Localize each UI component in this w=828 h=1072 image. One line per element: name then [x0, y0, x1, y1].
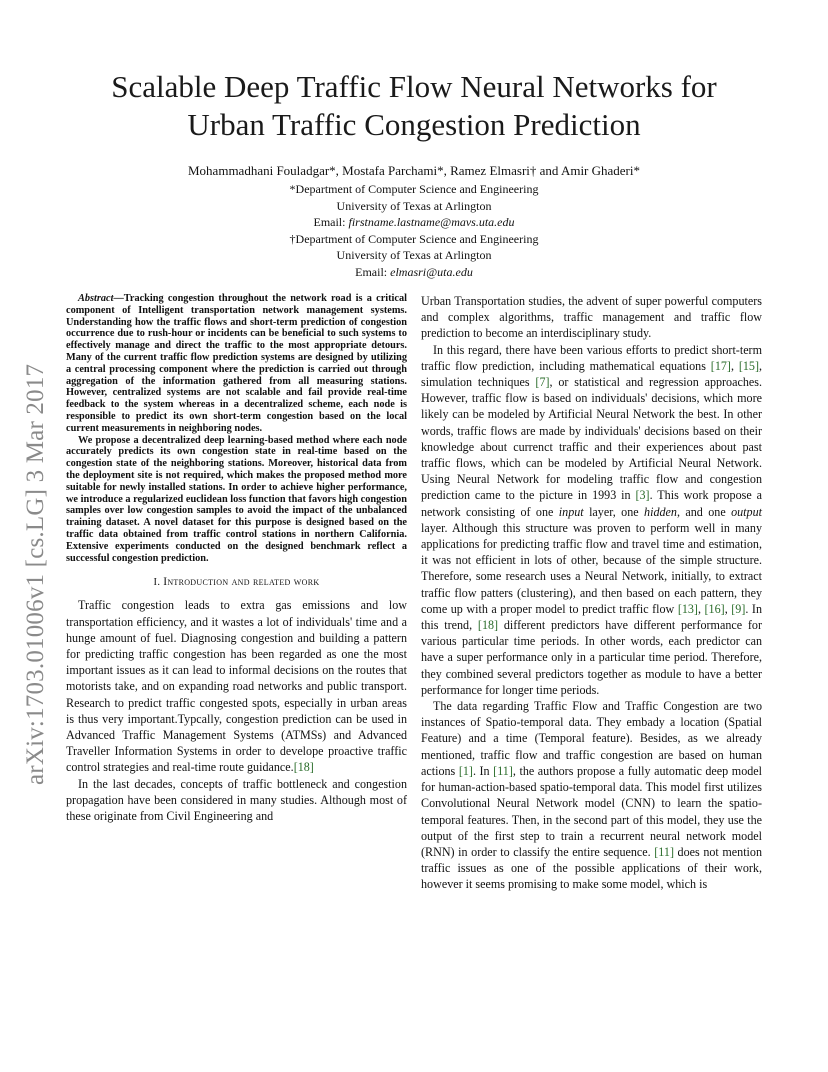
citation-link[interactable]: [7] — [535, 375, 550, 390]
citation-link[interactable]: [11] — [493, 763, 513, 778]
left-body-text — [66, 597, 407, 824]
citation-link[interactable]: [18] — [293, 760, 314, 775]
email-label: Email: — [355, 264, 391, 279]
affiliations — [60, 181, 768, 280]
title-line-2: Urban Traffic Congestion Prediction — [187, 107, 641, 142]
arxiv-identifier: arXiv:1703.01006v1 [cs.LG] 3 Mar 2017 — [22, 363, 49, 785]
body-paragraph: Traffic congestion leads to extra gas emissions and low transportation efficiency, and it wastes a lot of individuals' time and a hunge amount of fuel. Diagnosing congestion and building a pattern for predicting traffic congestion has been regarded as one the most important issues as it can lead to informal decisions on the routes that motorists take, and on expanding road networks and public transport. Research to predict traffic congested spots, especially in urban areas is thus very important.Typcally, congestion prediction can be used in Advanced Traffic Management Systems (ATMSs) and Advanced Traveller Information Systems in order to develope proactive traffic control strategies and real-time route guidance.[18] — [66, 598, 407, 775]
affiliation-email — [60, 264, 768, 281]
citation-link[interactable]: [13] — [677, 601, 698, 616]
citation-link[interactable]: [9] — [731, 601, 746, 616]
affiliation-line: University of Texas at Arlington — [336, 198, 492, 213]
affiliation-line: †Department of Computer Science and Engineering — [289, 231, 539, 246]
title-line-1: Scalable Deep Traffic Flow Neural Networks for — [111, 69, 717, 104]
citation-link[interactable]: [16] — [704, 601, 725, 616]
abstract-paragraph: We propose a decentralized deep learning-based method where each node accurately predicts its own congestion state in real-time based on the congestion state of the neighboring stations. Moreover, historical data from the deployment site is not required, which makes the proposed method more suitable for newly installed stations. In order to achieve higher performance, we introduce a regularized euclidean loss function that favors high congestion samples over low congestion samples to avoid the impact of the unbalanced training dataset. A novel dataset for this purpose is designed based on the traffic data obtained from traffic control stations in northern California. Extensive experiments conducted on the designed benchmark reflect a successful congestion prediction. — [66, 434, 407, 564]
author-list: Mohammadhani Fouladgar*, Mostafa Parchami*, Ramez Elmasri† and Amir Ghaderi* — [188, 163, 640, 178]
right-column — [421, 293, 762, 893]
body-paragraph: The data regarding Traffic Flow and Traffic Congestion are two instances of Spatio-temporal data. They embady a location (Spatial Feature) and a time (Temporal feature). Besides, as we already mentioned, traffic flow and traffic congestion are based on human actions [1]. In [11], the authors propose a fully automatic deep model for human-action-based spatio-temporal data. This model first utilizes Convolutional Neural Network model (CNN) to learn the spatio-temporal features. Then, in the second part of this model, they use the output of the first step to train a recurrent neural network model (RNN) in order to classify the entire sequence. [11] does not mention traffic issues as one of the possible applications of their work, however it seems promising to make some model, which is — [421, 699, 763, 892]
paper-title — [60, 68, 768, 144]
citation-link[interactable]: [17] — [710, 358, 731, 373]
section-number: I. — [153, 577, 164, 589]
affiliation-line: University of Texas at Arlington — [336, 248, 492, 262]
citation-link[interactable]: [11] — [654, 844, 674, 859]
affiliation-line: *Department of Computer Science and Engineering — [289, 182, 539, 196]
email-label: Email: — [313, 215, 349, 229]
citation-link[interactable]: [1] — [458, 763, 473, 778]
body-paragraph: In this regard, there have been various efforts to predict short-term traffic flow prediction, including mathematical equations [17], [15], simulation techniques [7], or statistical and regression approaches. However, traffic flow is based on individuals' decisions, which more likely can be modeled by Artificial Neural Network the best. In other words, traffic flows are made by individuals' decisions based on their knowledge about currenct traffic and their experiences about past traffic flows, which can be modeled by Artificial Neural Network. Using Neural Network for modeling traffic flow and congestion prediction came to the picture in 1993 in [3]. This work propose a network consisting of one input layer, one hidden, and one output layer. Although this structure was proven to perform well in many applications for predicting traffic flow and travel time and estimation, it was not efficient in lots of other, because of the simple structure. Therefore, some research uses a Neural Network, initially, to extract traffic flow patters (clustering), and then based on each pattern, they come up with a proper model to predict traffic flow [13], [16], [9]. In this trend, [18] different predictors have different performance for various particular time periods. In other words, each predictor can have a super performance only in a particular time period. Therefore, they combined several predictors together as module to have a better performance for longer time periods. — [421, 342, 763, 697]
body-paragraph: In the last decades, concepts of traffic bottleneck and congestion propagation have been considered in many studies. Although most of these originate from Civil Engineering and — [66, 776, 407, 823]
abstract — [66, 293, 407, 564]
citation-link[interactable]: [3] — [635, 488, 650, 503]
left-column — [66, 293, 407, 824]
abstract-paragraph: Abstract—Tracking congestion throughout the network road is a critical component of Intelligent transportation network management systems. Understanding how the traffic flows and short-term prediction of congestion occurrence due to rush-hour or incidents can be beneficial to such systems to effectively manage and direct the traffic to the most appropriate detours. Many of the current traffic flow prediction systems are designed by utilizing a central processing component where the prediction is carried out through aggregation of the information gathered from all measuring stations. However, centralized systems are not scalable and fail provide real-time feedback to the system whereas in a decentralized scheme, each node is responsible to predict its own short-term congestion based on the local current measurements in neighboring nodes. — [66, 293, 407, 434]
affiliation-email — [60, 214, 768, 231]
email-address[interactable]: firstname.lastname@mavs.uta.edu — [348, 215, 515, 229]
abstract-label: Abstract — [78, 293, 114, 304]
body-paragraph: Urban Transportation studies, the advent of super powerful computers and complex algorithms, traffic management and traffic flow prediction to become an interdisciplinary study. — [421, 294, 762, 341]
citation-link[interactable]: [15] — [738, 358, 759, 373]
section-heading — [66, 576, 407, 588]
citation-link[interactable]: [18] — [477, 618, 499, 633]
email-address[interactable]: elmasri@uta.edu — [390, 264, 473, 279]
section-title: Introduction and related work — [163, 576, 320, 589]
